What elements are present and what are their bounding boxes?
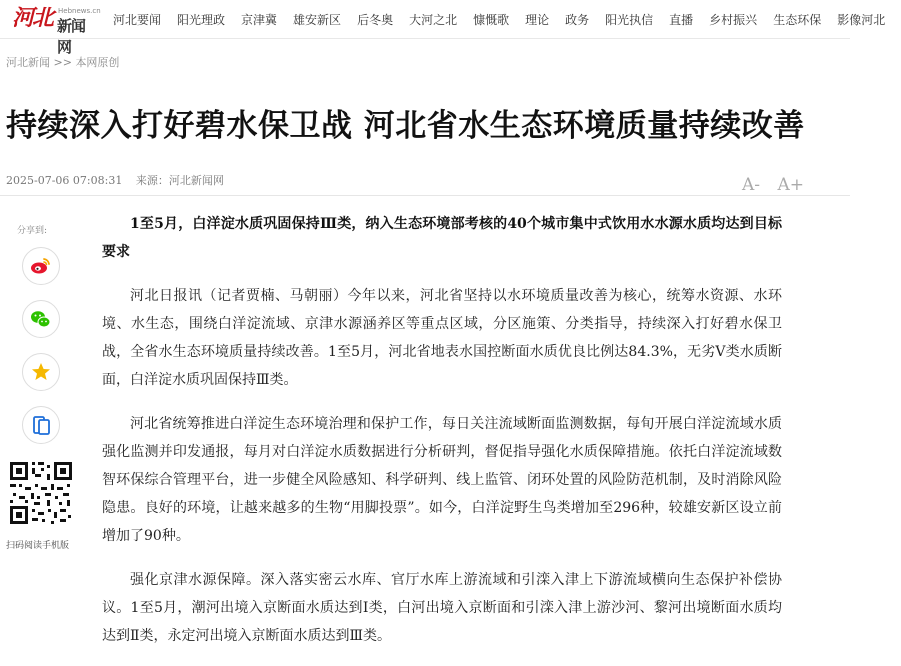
article-title: 持续深入打好碧水保卫战 河北省水生态环境质量持续改善 bbox=[6, 108, 805, 144]
share-wechat-button[interactable] bbox=[22, 300, 60, 338]
publish-datetime: 2025-07-06 07:08:31 bbox=[6, 174, 123, 187]
qr-code bbox=[7, 459, 75, 527]
main-nav bbox=[113, 0, 901, 38]
star-icon bbox=[23, 354, 59, 390]
article-source: 来源：河北新闻网 bbox=[135, 174, 224, 187]
font-increase-button[interactable]: A+ bbox=[777, 175, 804, 195]
share-weibo-button[interactable] bbox=[22, 247, 60, 285]
nav-item[interactable]: 大河之北 bbox=[409, 12, 458, 27]
logo-mark: 河北 bbox=[12, 6, 53, 31]
mobile-icon bbox=[23, 407, 59, 443]
nav-item[interactable]: 后冬奥 bbox=[357, 12, 394, 27]
nav-item[interactable]: 直播 bbox=[669, 12, 694, 27]
qr-label: 扫码阅读手机版 bbox=[6, 541, 70, 551]
article-paragraph: 河北省统筹推进白洋淀生态环境治理和保护工作，每日关注流域断面监测数据，每旬开展白洋淀流域水质强化监测并印发通报，每月对白洋淀水质数据进行分析研判，督促指导强化水质保障措施。依托白洋淀流域数智环保综合管理平台，进一步健全风险感知、科学研判、线上监管、闭环处置的风险防范机制，及时消除风险隐患。良好的环境，让越来越多的生物“用脚投票”。如今，白洋淀野生鸟类增加至296种，较雄安新区设立前增加了90种。 bbox=[102, 416, 782, 544]
share-mobile-button[interactable] bbox=[22, 406, 60, 444]
nav-item[interactable]: 慷慨歌 bbox=[473, 12, 510, 27]
article-paragraph: 强化京津水源保障。深入落实密云水库、官厅水库上游流域和引滦入津上下游流域横向生态保护补偿协议。1至5月，潮河出境入京断面水质达到Ⅰ类，白河出境入京断面和引滦入津上游沙河、黎河出境断面水质均达到Ⅱ类，永定河出境入京断面水质达到Ⅲ类。 bbox=[102, 572, 782, 644]
top-nav-bar bbox=[0, 0, 886, 56]
header-divider bbox=[0, 195, 850, 196]
nav-item[interactable]: 雄安新区 bbox=[293, 12, 342, 27]
breadcrumb-section[interactable]: 本网原创 bbox=[75, 56, 120, 69]
share-label: 分享到: bbox=[17, 226, 48, 236]
logo-domain: Hebnews.cn bbox=[58, 7, 101, 15]
nav-item[interactable]: 乡村振兴 bbox=[709, 12, 758, 27]
article-meta bbox=[6, 172, 224, 188]
wechat-icon bbox=[23, 301, 59, 337]
nav-item[interactable]: 京津冀 bbox=[241, 12, 278, 27]
nav-item[interactable]: 河北要闻 bbox=[113, 12, 162, 27]
nav-item[interactable]: 理论 bbox=[525, 12, 550, 27]
site-logo[interactable] bbox=[12, 4, 101, 56]
breadcrumb-separator: >> bbox=[53, 56, 72, 69]
nav-item[interactable]: 阳光理政 bbox=[177, 12, 226, 27]
nav-item[interactable]: 生态环保 bbox=[773, 12, 822, 27]
breadcrumb-home[interactable]: 河北新闻 bbox=[6, 56, 50, 69]
logo-name: 新闻网 bbox=[57, 17, 86, 56]
nav-item[interactable]: 政务 bbox=[565, 12, 590, 27]
nav-item[interactable]: 阳光执信 bbox=[605, 12, 654, 27]
article-paragraph: 河北日报讯（记者贾楠、马朝丽）今年以来，河北省坚持以水环境质量改善为核心，统筹水资源、水环境、水生态，围绕白洋淀流域、京津水源涵养区等重点区域，分区施策、分类指导，持续深入打好碧水保卫战，全省水生态环境质量持续改善。1至5月，河北省地表水国控断面水质优良比例达84.3%，无劣Ⅴ类水质断面，白洋淀水质巩固保持Ⅲ类。 bbox=[102, 288, 782, 388]
breadcrumb bbox=[6, 54, 119, 70]
font-decrease-button[interactable]: A- bbox=[742, 175, 761, 195]
font-size-controls bbox=[742, 175, 816, 195]
article-body bbox=[102, 210, 782, 666]
weibo-icon bbox=[23, 248, 59, 284]
nav-item[interactable]: 影像河北 bbox=[837, 12, 886, 27]
qr-code-icon bbox=[7, 459, 75, 527]
share-favorite-button[interactable] bbox=[22, 353, 60, 391]
article-lead: 1至5月，白洋淀水质巩固保持Ⅲ类，纳入生态环境部考核的40个城市集中式饮用水水源水质均达到目标要求 bbox=[102, 216, 782, 260]
